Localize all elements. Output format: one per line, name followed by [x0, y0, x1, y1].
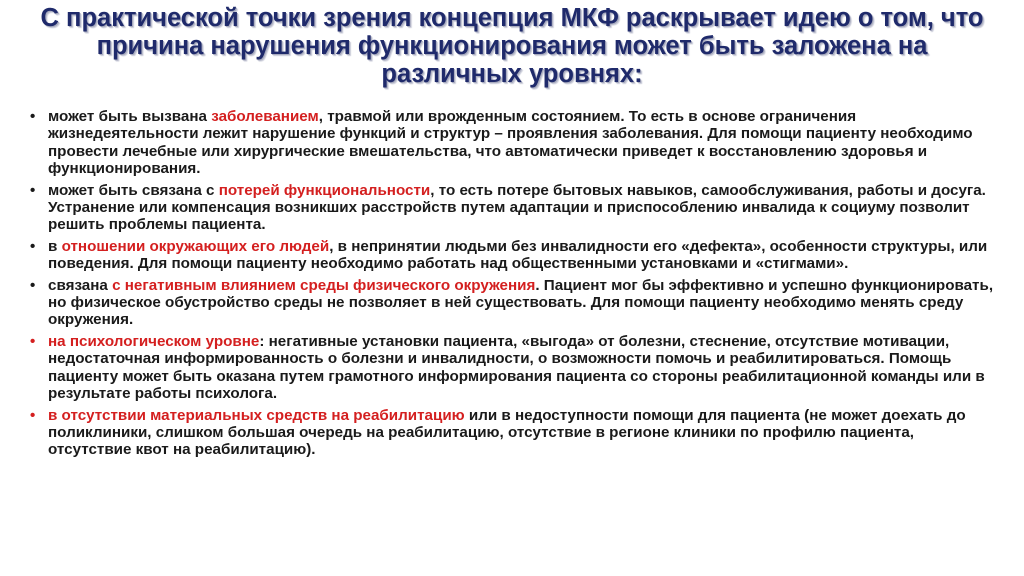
bullet-item-psychological [28, 333, 1000, 403]
bullet-highlight: на психологическом уровне [48, 332, 260, 350]
bullet-list [28, 108, 1000, 463]
bullet-text-post: : негативные установки пациента, «выгода» от болезни, стеснение, отсутствие мотивации, недостаточная информированность о болезни и инвалидности, о возможности помочь и реабилитироваться. Помощь пациенту может быть оказана путем грамотного информирования пациента со стороны реабилитационной команды или в результате работы психолога. [48, 332, 985, 403]
bullet-dot-icon: • [30, 108, 36, 125]
bullet-item-financial [28, 407, 1000, 459]
slide-title: С практической точки зрения концепция МКФ раскрывает идею о том, что причина нарушения функционирования может быть заложена на различных уровнях: [40, 4, 984, 88]
bullet-dot-icon: • [30, 406, 36, 424]
bullet-text-post: . Пациент мог бы эффективно и успешно функционировать, но физическое обустройство среды не позволяет в ней существовать. Для помощи пациенту необходимо менять среду окружения. [48, 276, 994, 329]
bullet-dot-icon: • [30, 276, 36, 294]
bullet-text-pre: в [48, 237, 62, 255]
bullet-dot-icon: • [30, 332, 36, 350]
bullet-text-pre: может быть связана с [48, 181, 219, 199]
bullet-text-pre: может быть вызвана [48, 108, 212, 125]
bullet-highlight: отношении окружающих его людей [61, 237, 330, 255]
bullet-text-post: , то есть потере бытовых навыков, самообслуживания, работы и досуга. Устранение или компенсация возникших расстройств путем адаптации и приспособлению инвалида к социуму позволит решить проблемы пациента. [48, 181, 986, 234]
bullet-item-disease [28, 108, 1000, 178]
bullet-highlight: заболеванием [211, 108, 319, 125]
bullet-dot-icon: • [30, 237, 36, 255]
bullet-text-post: или в недоступности помощи для пациента (не может доехать до поликлиники, слишком большая очередь на реабилитацию, отсутствие в регионе клиники по профилю пациента, отсутствие квот на реабилитацию). [48, 406, 966, 459]
bullet-text-pre: связана [48, 276, 113, 294]
bullet-highlight: с негативным влиянием среды физического окружения [112, 276, 536, 294]
bullet-highlight: в отсутствии материальных средств на реабилитацию [48, 406, 465, 424]
bullet-dot-icon: • [30, 181, 36, 199]
bullet-text-post: , травмой или врожденным состоянием. То есть в основе ограничения жизнедеятельности лежит нарушение функций и структур – проявления заболевания. Для помощи пациенту необходимо провести лечебные или хирургические вмешательства, что автоматически приведет к восстановлению здоровья и функционирования. [48, 108, 973, 178]
bullet-text-post: , в непринятии людьми без инвалидности его «дефекта», особенности структуры, или поведения. Для помощи пациенту необходимо работать над общественными установками и «стигмами». [48, 237, 988, 273]
bullet-highlight: потерей функциональности [218, 181, 431, 199]
bullet-item-functionality [28, 182, 1000, 234]
bullet-item-society [28, 238, 1000, 273]
bullet-item-environment [28, 277, 1000, 329]
